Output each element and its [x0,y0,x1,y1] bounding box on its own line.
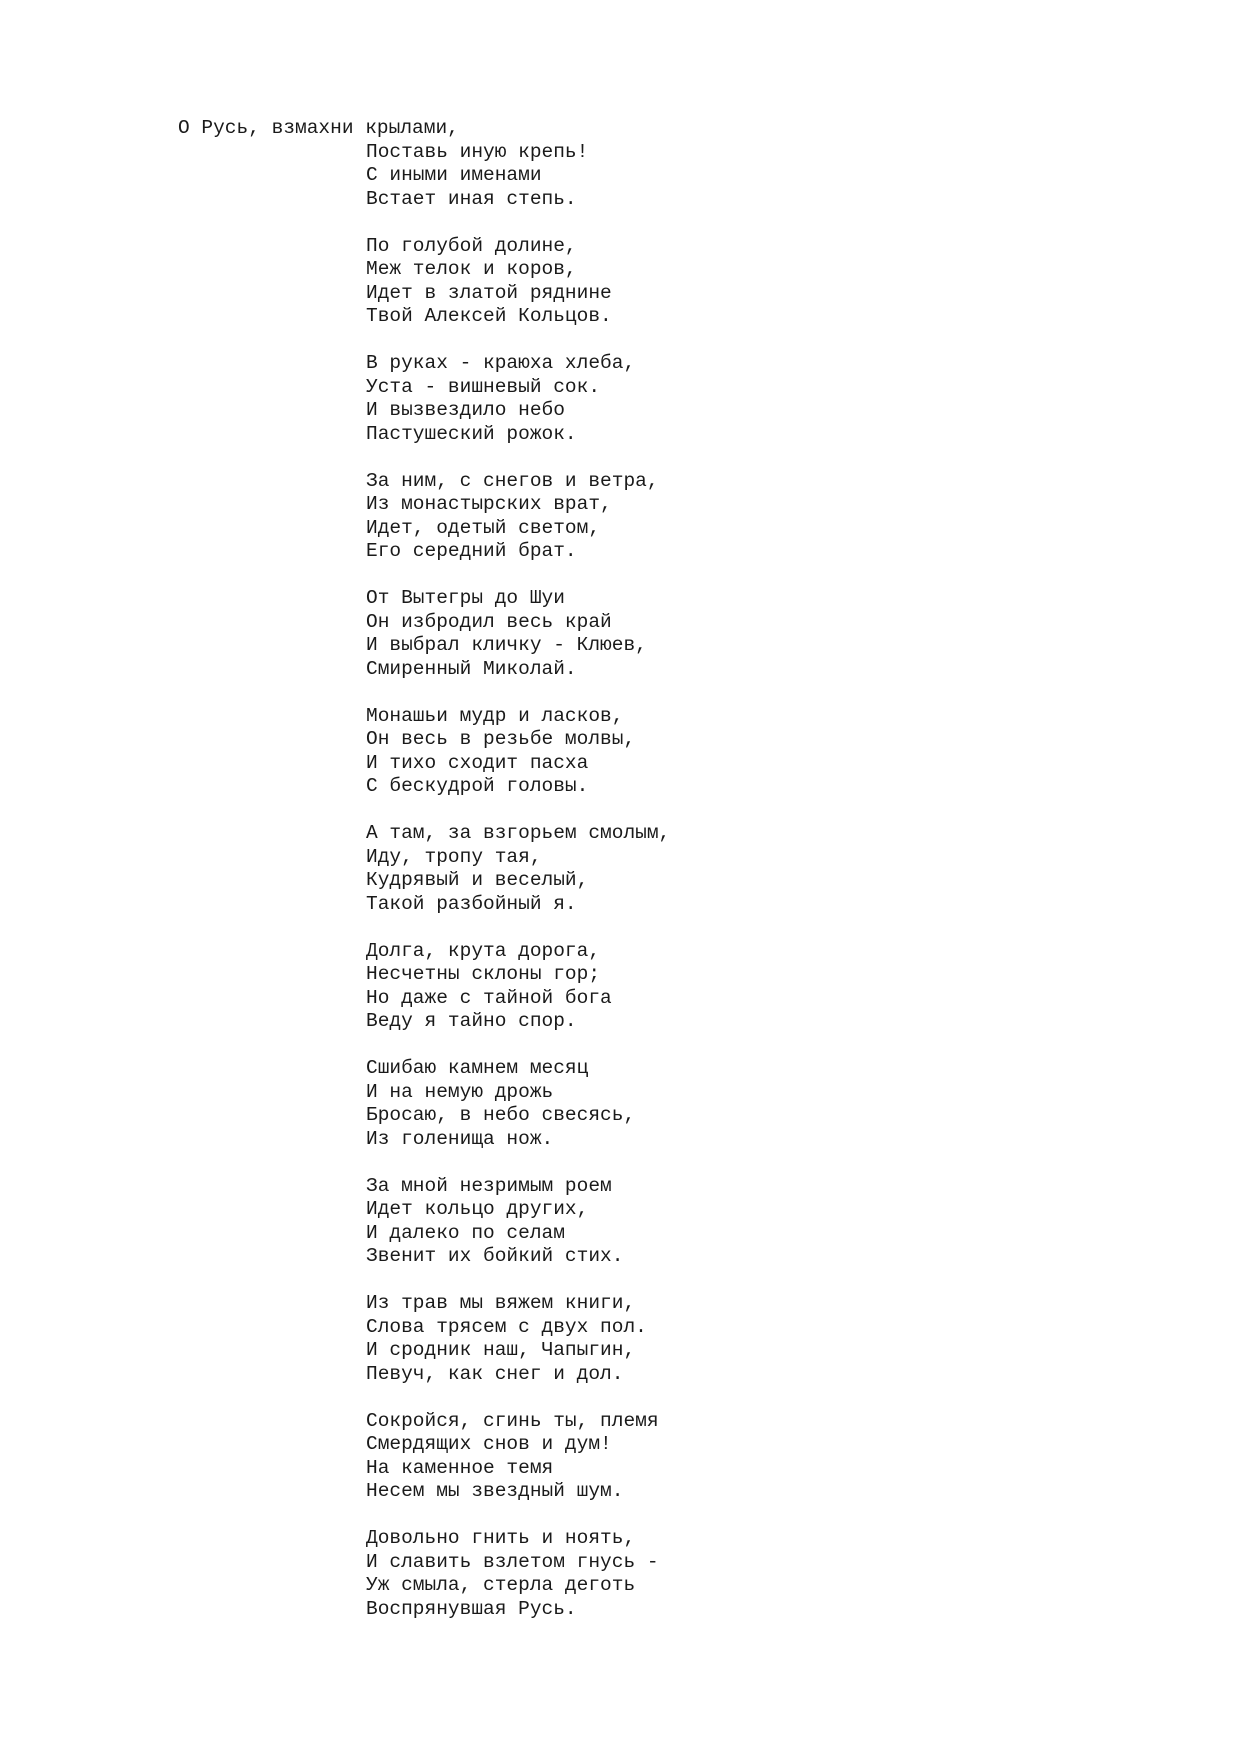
poem-line: Поставь иную крепь! [366,140,589,163]
poem-line: Смердящих снов и дум! [366,1433,612,1455]
poem-line: Веду я тайно спор. [366,1010,577,1032]
poem-line: Долга, крута дорога, [366,939,601,962]
poem-line: Бросаю, в небо свесясь, [366,1104,636,1126]
poem-line: И выбрал кличку - Клюев, [366,634,647,656]
poem-line: Звенит их бойкий стих. [366,1245,624,1267]
stanza [366,822,670,916]
poem-line: Но даже с тайной бога [366,986,612,1009]
poem-line: Он избродил весь край [366,610,612,633]
poem-line: С иными именами [366,164,542,186]
poem-line: По голубой долине, [366,234,577,257]
poem-line: И славить взлетом гнусь - [366,1550,659,1573]
poem-line: А там, за взгорьем смолым, [366,822,671,844]
poem-line: Сшибаю камнем месяц [366,1057,589,1079]
poem-line: Певуч, как снег и дол. [366,1362,624,1385]
stanza [366,470,670,564]
stanza [366,1057,670,1151]
poem-line: Твой Алексей Кольцов. [366,305,612,327]
poem-first-line: О Русь, взмахни крылами, [178,117,459,139]
stanza [366,1292,670,1386]
poem-line: В руках - краюха хлеба, [366,352,636,374]
poem-line: Идет в златой ряднине [366,281,612,304]
poem-line: Такой разбойный я. [366,892,577,915]
poem-line: От Вытегры до Шуи [366,587,565,609]
poem-line: За мной незримым роем [366,1174,612,1197]
stanza [366,1527,670,1621]
stanza [366,141,670,212]
poem-line: И сродник наш, Чапыгин, [366,1339,636,1361]
poem-line: Встает иная степь. [366,187,577,210]
poem-line: Монашьи мудр и ласков, [366,704,624,727]
poem-body [366,141,670,1645]
poem-line: И на немую дрожь [366,1080,554,1103]
poem-line: Меж телок и коров, [366,258,577,280]
poem-line: Он весь в резьбе молвы, [366,728,636,750]
stanza [366,1410,670,1504]
stanza [366,1175,670,1269]
poem-line: Воспрянувшая Русь. [366,1597,577,1620]
stanza [366,587,670,681]
poem-line: И далеко по селам [366,1221,565,1244]
stanza [366,352,670,446]
stanza [366,705,670,799]
poem-line: Идет кольцо других, [366,1198,589,1220]
stanza [366,940,670,1034]
poem-line: Идет, одетый светом, [366,516,601,539]
poem-line: Довольно гнить и ноять, [366,1527,636,1549]
poem-line: Из голенища нож. [366,1127,554,1150]
poem-line: Из трав мы вяжем книги, [366,1292,636,1314]
poem-line: Уж смыла, стерла деготь [366,1574,636,1596]
poem-line: На каменное темя [366,1456,554,1479]
poem-line: С бескудрой головы. [366,775,589,797]
poem-line: Смиренный Миколай. [366,657,577,680]
poem-line: Слова трясем с двух пол. [366,1315,647,1338]
poem-line: И вызвездило небо [366,399,565,421]
stanza [366,235,670,329]
poem-line: Несчетны склоны гор; [366,963,601,985]
poem-line: Сокройся, сгинь ты, племя [366,1409,659,1432]
poem-line: Уста - вишневый сок. [366,375,601,398]
poem-line: Из монастырских врат, [366,493,612,515]
poem-line: Несем мы звездный шум. [366,1480,624,1502]
poem-line: И тихо сходит пасха [366,751,589,774]
poem-line: Кудрявый и веселый, [366,869,589,891]
poem-line: Пастушеский рожок. [366,422,577,445]
poem-line: За ним, с снегов и ветра, [366,469,659,492]
poem-line: Его середний брат. [366,540,577,562]
poem-line: Иду, тропу тая, [366,845,542,868]
